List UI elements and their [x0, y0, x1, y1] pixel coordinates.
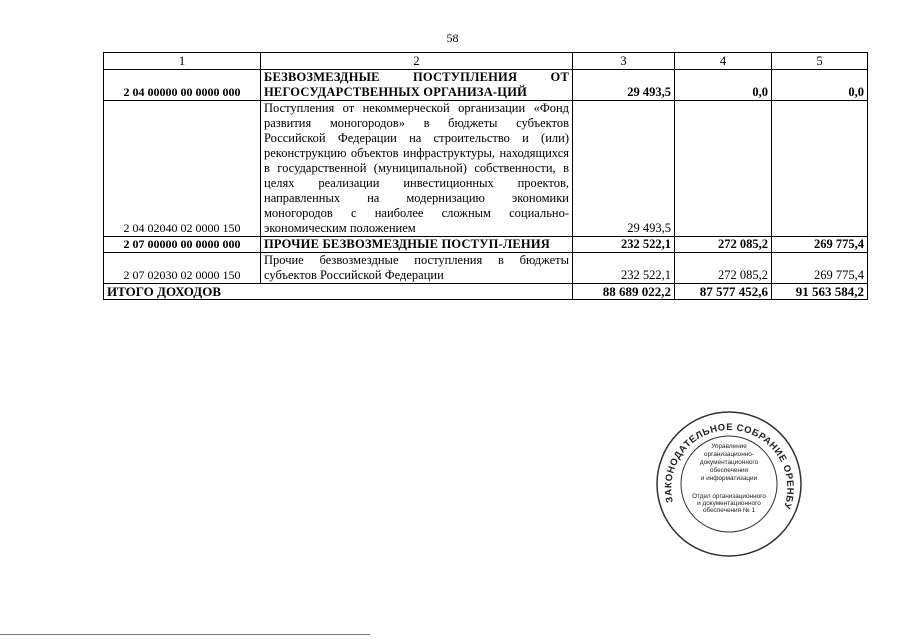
svg-text:организационно-: организационно- — [704, 451, 754, 458]
svg-text:документационного: документационного — [699, 459, 759, 466]
budget-code: 2 04 00000 00 0000 000 — [104, 70, 261, 101]
svg-text:и информатизации: и информатизации — [700, 475, 758, 482]
svg-text:Отдел организационного: Отдел организационного — [692, 493, 766, 500]
value-col3: 232 522,1 — [573, 253, 675, 284]
page-edge-line — [0, 634, 370, 635]
svg-text:обеспечения: обеспечения — [709, 467, 749, 474]
total-col5: 91 563 584,2 — [772, 284, 868, 300]
column-header: 1 — [104, 53, 261, 70]
value-col5 — [772, 101, 868, 237]
svg-text:ЗАКОНОДАТЕЛЬНОЕ СОБРАНИЕ ОРЕНБ: ЗАКОНОДАТЕЛЬНОЕ СОБРАНИЕ ОРЕНБУ — [663, 422, 796, 511]
table-row — [104, 101, 868, 237]
revenue-name: Поступления от некоммерческой организации «Фонд развития моногородов» в бюджеты субъектов Российской Федерации на строительство и (или) реконструкцию объектов инфраструктуры, находящихся в государственной (муниципальной) собственности, в целях реализации инвестиционных проектов, направленных на модернизацию экономики моногородов с наиболее сложным социально-экономическим положением — [261, 101, 573, 237]
revenue-name: БЕЗВОЗМЕЗДНЫЕ ПОСТУПЛЕНИЯ ОТ НЕГОСУДАРСТВЕННЫХ ОРГАНИЗА-ЦИЙ — [261, 70, 573, 101]
budget-code: 2 07 02030 02 0000 150 — [104, 253, 261, 284]
revenue-name: Прочие безвозмездные поступления в бюджеты субъектов Российской Федерации — [261, 253, 573, 284]
budget-code: 2 07 00000 00 0000 000 — [104, 237, 261, 253]
value-col5: 269 775,4 — [772, 253, 868, 284]
column-header: 5 — [772, 53, 868, 70]
column-header: 2 — [261, 53, 573, 70]
value-col3: 29 493,5 — [573, 70, 675, 101]
value-col4: 272 085,2 — [675, 253, 772, 284]
column-header: 3 — [573, 53, 675, 70]
total-row — [104, 284, 868, 300]
official-seal — [655, 410, 803, 558]
revenue-name: ПРОЧИЕ БЕЗВОЗМЕЗДНЫЕ ПОСТУП-ЛЕНИЯ — [261, 237, 573, 253]
seal-graphic — [655, 410, 803, 558]
svg-text:Управление: Управление — [711, 443, 747, 450]
svg-text:и документационного: и документационного — [697, 500, 761, 507]
svg-text:обеспечения № 1: обеспечения № 1 — [702, 507, 756, 514]
table-row — [104, 253, 868, 284]
column-header: 4 — [675, 53, 772, 70]
value-col5: 269 775,4 — [772, 237, 868, 253]
value-col4: 272 085,2 — [675, 237, 772, 253]
total-col3: 88 689 022,2 — [573, 284, 675, 300]
value-col4 — [675, 101, 772, 237]
table-row — [104, 70, 868, 101]
value-col5: 0,0 — [772, 70, 868, 101]
page-number: 58 — [446, 31, 459, 45]
revenue-table — [103, 52, 868, 300]
table-row — [104, 237, 868, 253]
table-header-row — [104, 53, 868, 70]
budget-code: 2 04 02040 02 0000 150 — [104, 101, 261, 237]
total-label: ИТОГО ДОХОДОВ — [104, 284, 573, 300]
value-col3: 232 522,1 — [573, 237, 675, 253]
total-col4: 87 577 452,6 — [675, 284, 772, 300]
value-col4: 0,0 — [675, 70, 772, 101]
value-col3: 29 493,5 — [573, 101, 675, 237]
